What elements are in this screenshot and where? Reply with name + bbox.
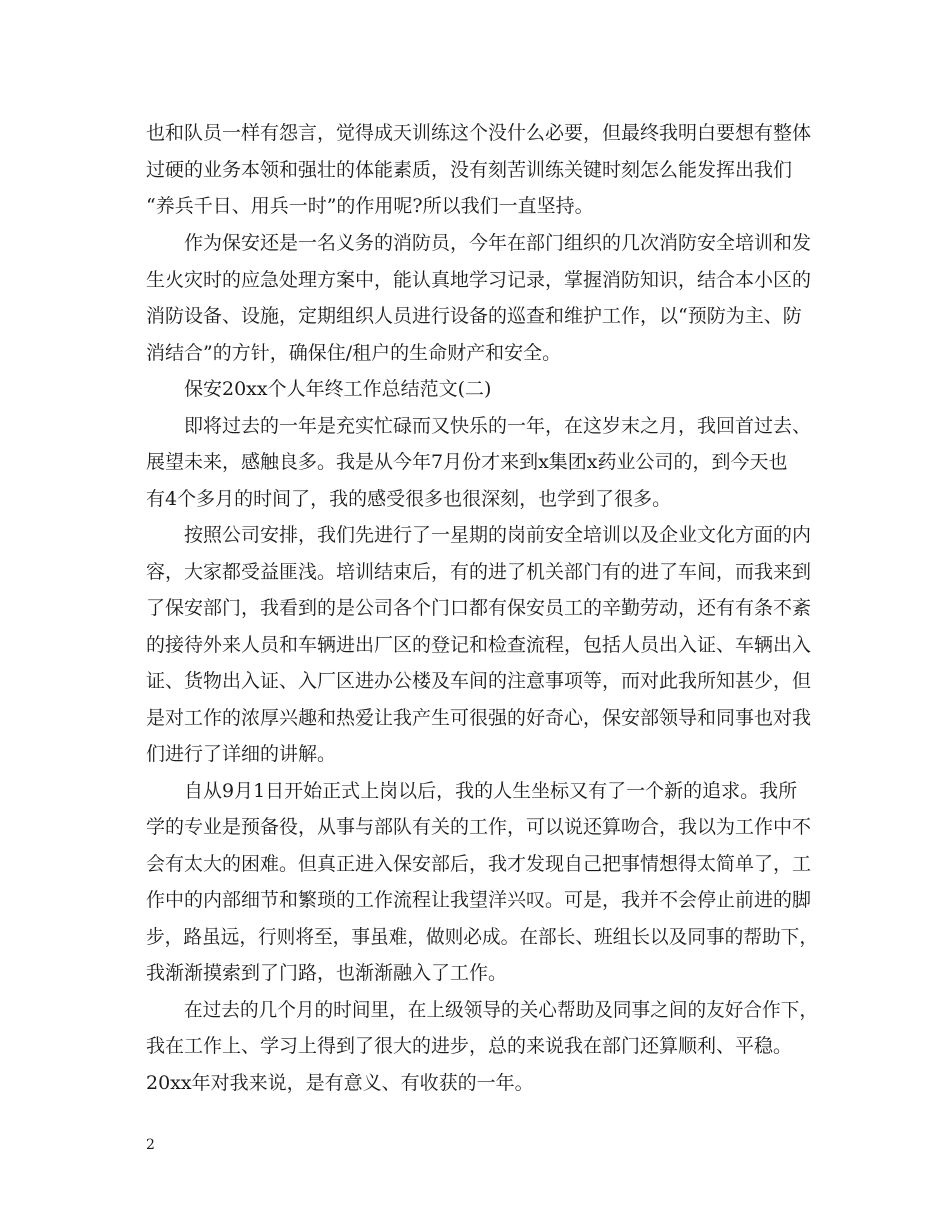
text-line: 作中的内部细节和繁琐的工作流程让我望洋兴叹。可是，我并不会停止前进的脚 bbox=[146, 889, 812, 911]
text-line: 按照公司安排，我们先进行了一星期的岗前安全培训以及企业文化方面的内 bbox=[184, 524, 812, 546]
text-line: 证、货物出入证、入厂区进办公楼及车间的注意事项等，而对此我所知甚少，但 bbox=[146, 670, 812, 692]
text-line: 也和队员一样有怨言，觉得成天训练这个没什么必要，但最终我明白要想有整体 bbox=[146, 122, 812, 144]
page-number: 2 bbox=[146, 1137, 155, 1153]
text-line: 容，大家都受益匪浅。培训结束后，有的进了机关部门有的进了车间，而我来到 bbox=[146, 561, 812, 583]
text-line: 学的专业是预备役，从事与部队有关的工作，可以说还算吻合，我以为工作中不 bbox=[146, 816, 812, 838]
text-line: “养兵千日、用兵一时”的作用呢?所以我们一直坚持。 bbox=[146, 195, 594, 217]
text-line: 有4个多月的时间了，我的感受很多也很深刻，也学到了很多。 bbox=[146, 488, 672, 510]
text-line: 是对工作的浓厚兴趣和热爱让我产生可很强的好奇心，保安部领导和同事也对我 bbox=[146, 707, 812, 729]
text-line: 我在工作上、学习上得到了很大的进步，总的来说我在部门还算顺利、平稳。 bbox=[146, 1035, 793, 1057]
text-line: 展望未来，感触良多。我是从今年7月份才来到x集团x药业公司的，到今天也 bbox=[146, 451, 788, 473]
text-line: 在过去的几个月的时间里，在上级领导的关心帮助及同事之间的友好合作下， bbox=[184, 999, 819, 1021]
text-line: 生火灾时的应急处理方案中，能认真地学习记录，掌握消防知识，结合本小区的 bbox=[146, 269, 812, 291]
text-line: 作为保安还是一名义务的消防员，今年在部门组织的几次消防安全培训和发 bbox=[184, 232, 812, 254]
text-line: 步，路虽远，行则将至，事虽难，做则必成。在部长、班组长以及同事的帮助下， bbox=[146, 926, 819, 948]
text-line: 们进行了详细的讲解。 bbox=[146, 743, 337, 765]
text-line: 了保安部门，我看到的是公司各个门口都有保安员工的辛勤劳动，还有有条不紊 bbox=[146, 597, 812, 619]
text-line: 会有太大的困难。但真正进入保安部后，我才发现自己把事情想得太简单了，工 bbox=[146, 853, 812, 875]
text-line: 消防设备、设施，定期组织人员进行设备的巡查和维护工作，以“预防为主、防 bbox=[146, 305, 802, 327]
text-line: 的接待外来人员和车辆进出厂区的登记和检查流程，包括人员出入证、车辆出入 bbox=[146, 634, 812, 656]
text-line: 自从9月1日开始正式上岗以后，我的人生坐标又有了一个新的追求。我所 bbox=[184, 780, 798, 802]
text-line: 过硬的业务本领和强壮的体能素质，没有刻苦训练关键时刻怎么能发挥出我们 bbox=[146, 159, 793, 181]
text-line: 消结合”的方针，确保住/租户的生命财产和安全。 bbox=[146, 342, 562, 364]
text-line: 即将过去的一年是充实忙碌而又快乐的一年，在这岁末之月，我回首过去、 bbox=[184, 415, 812, 437]
text-line: 我渐渐摸索到了门路，也渐渐融入了工作。 bbox=[146, 962, 508, 984]
text-line: 20xx年对我来说，是有意义、有收获的一年。 bbox=[146, 1072, 534, 1094]
section-heading: 保安20xx个人年终工作总结范文(二) bbox=[184, 378, 492, 400]
